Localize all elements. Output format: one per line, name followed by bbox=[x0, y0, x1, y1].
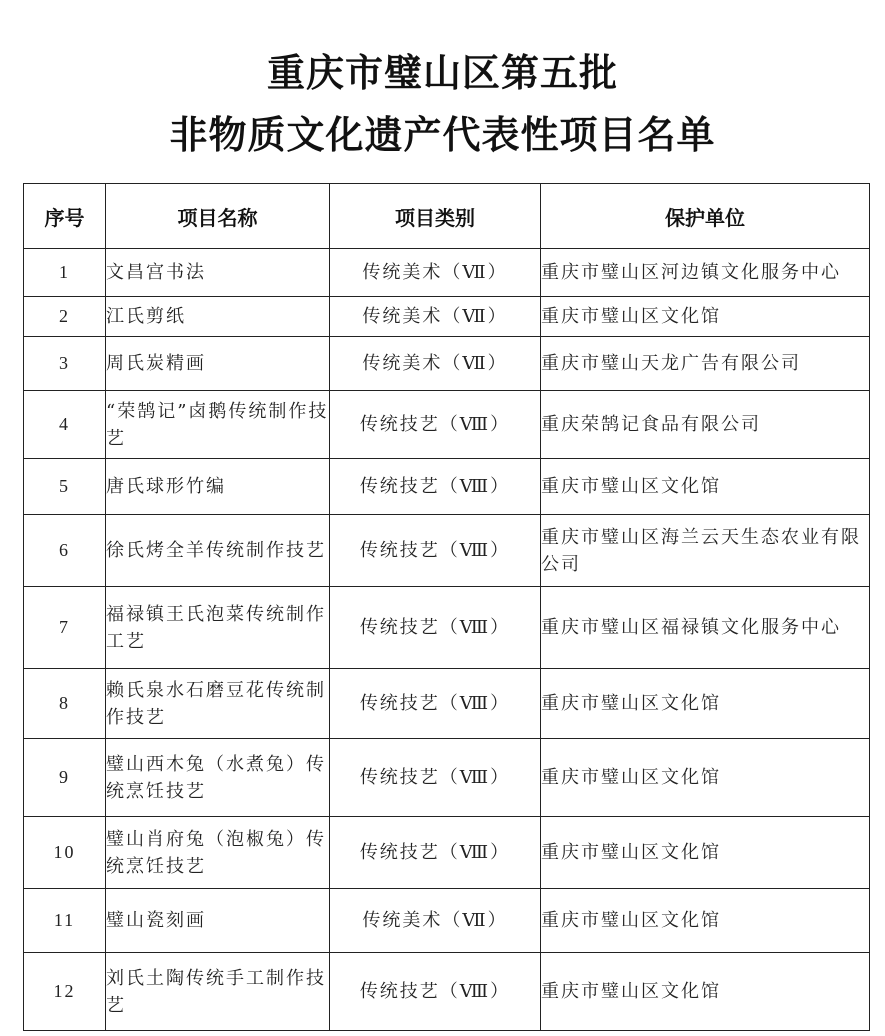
table-row bbox=[24, 297, 870, 337]
table-row bbox=[24, 459, 870, 515]
row-category: 传统美术（Ⅶ） bbox=[330, 337, 541, 391]
table-row bbox=[24, 391, 870, 459]
row-project-name: 赖氏泉水石磨豆花传统制作技艺 bbox=[106, 669, 330, 739]
row-index: 4 bbox=[24, 391, 106, 459]
table-row bbox=[24, 669, 870, 739]
heritage-list-table bbox=[23, 183, 870, 1031]
row-protection-unit: 重庆市璧山区文化馆 bbox=[541, 459, 870, 515]
header-name: 项目名称 bbox=[106, 184, 330, 249]
table-body bbox=[24, 249, 870, 1031]
row-category: 传统技艺（Ⅷ） bbox=[330, 515, 541, 587]
row-protection-unit: 重庆市璧山区文化馆 bbox=[541, 889, 870, 953]
row-category: 传统技艺（Ⅷ） bbox=[330, 669, 541, 739]
row-category: 传统美术（Ⅶ） bbox=[330, 249, 541, 297]
row-protection-unit: 重庆市璧山区河边镇文化服务中心 bbox=[541, 249, 870, 297]
row-project-name: 文昌宫书法 bbox=[106, 249, 330, 297]
table-row bbox=[24, 817, 870, 889]
row-category: 传统美术（Ⅶ） bbox=[330, 889, 541, 953]
row-protection-unit: 重庆市璧山区文化馆 bbox=[541, 297, 870, 337]
row-category: 传统美术（Ⅶ） bbox=[330, 297, 541, 337]
table-row bbox=[24, 739, 870, 817]
title-line-1: 重庆市璧山区第五批 bbox=[266, 50, 618, 95]
row-project-name: “荣鹄记”卤鹅传统制作技艺 bbox=[106, 391, 330, 459]
row-protection-unit: 重庆市璧山区文化馆 bbox=[541, 953, 870, 1031]
row-index: 7 bbox=[24, 587, 106, 669]
row-index: 10 bbox=[24, 817, 106, 889]
row-protection-unit: 重庆荣鹄记食品有限公司 bbox=[541, 391, 870, 459]
table-row bbox=[24, 889, 870, 953]
row-project-name: 周氏炭精画 bbox=[106, 337, 330, 391]
row-index: 3 bbox=[24, 337, 106, 391]
row-category: 传统技艺（Ⅷ） bbox=[330, 587, 541, 669]
row-project-name: 唐氏球形竹编 bbox=[106, 459, 330, 515]
row-index: 12 bbox=[24, 953, 106, 1031]
row-protection-unit: 重庆市璧山区文化馆 bbox=[541, 817, 870, 889]
header-category: 项目类别 bbox=[330, 184, 541, 249]
row-project-name: 刘氏土陶传统手工制作技艺 bbox=[106, 953, 330, 1031]
table-row bbox=[24, 587, 870, 669]
row-protection-unit: 重庆市璧山区文化馆 bbox=[541, 669, 870, 739]
row-index: 8 bbox=[24, 669, 106, 739]
row-protection-unit: 重庆市璧山天龙广告有限公司 bbox=[541, 337, 870, 391]
row-category: 传统技艺（Ⅷ） bbox=[330, 391, 541, 459]
row-protection-unit: 重庆市璧山区文化馆 bbox=[541, 739, 870, 817]
row-category: 传统技艺（Ⅷ） bbox=[330, 459, 541, 515]
table-header-row bbox=[24, 184, 870, 249]
row-protection-unit: 重庆市璧山区海兰云天生态农业有限公司 bbox=[541, 515, 870, 587]
row-project-name: 璧山西木兔（水煮兔）传统烹饪技艺 bbox=[106, 739, 330, 817]
row-project-name: 璧山瓷刻画 bbox=[106, 889, 330, 953]
row-index: 6 bbox=[24, 515, 106, 587]
row-index: 5 bbox=[24, 459, 106, 515]
table-row bbox=[24, 953, 870, 1031]
row-project-name: 福禄镇王氏泡菜传统制作工艺 bbox=[106, 587, 330, 669]
row-index: 11 bbox=[24, 889, 106, 953]
row-index: 1 bbox=[24, 249, 106, 297]
table-row bbox=[24, 337, 870, 391]
row-project-name: 璧山肖府兔（泡椒兔）传统烹饪技艺 bbox=[106, 817, 330, 889]
row-project-name: 徐氏烤全羊传统制作技艺 bbox=[106, 515, 330, 587]
row-index: 2 bbox=[24, 297, 106, 337]
table-row bbox=[24, 249, 870, 297]
row-project-name: 江氏剪纸 bbox=[106, 297, 330, 337]
title-line-2: 非物质文化遗产代表性项目名单 bbox=[169, 112, 716, 157]
header-unit: 保护单位 bbox=[541, 184, 870, 249]
row-protection-unit: 重庆市璧山区福禄镇文化服务中心 bbox=[541, 587, 870, 669]
row-category: 传统技艺（Ⅷ） bbox=[330, 817, 541, 889]
table-row bbox=[24, 515, 870, 587]
row-category: 传统技艺（Ⅷ） bbox=[330, 739, 541, 817]
row-category: 传统技艺（Ⅷ） bbox=[330, 953, 541, 1031]
row-index: 9 bbox=[24, 739, 106, 817]
header-index: 序号 bbox=[24, 184, 106, 249]
